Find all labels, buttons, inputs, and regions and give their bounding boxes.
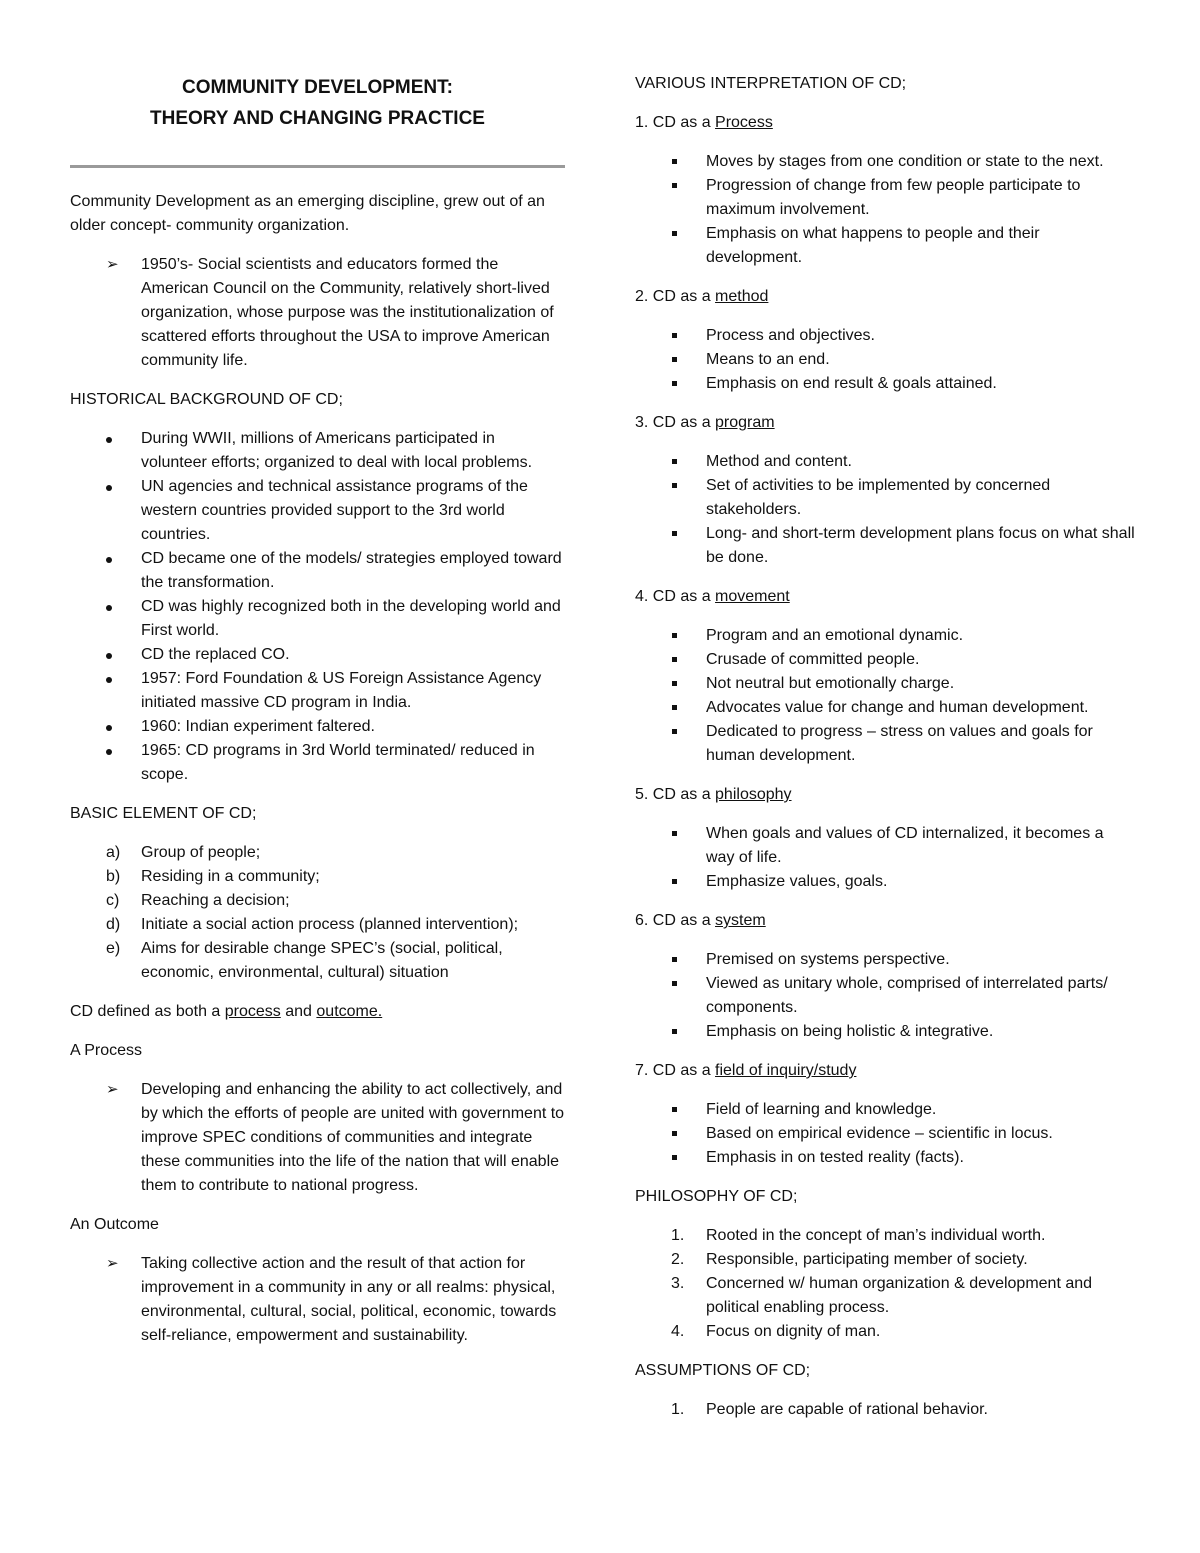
list-item: 1965: CD programs in 3rd World terminated/ reduced in scope. xyxy=(70,739,565,787)
list-marker: d) xyxy=(106,916,121,933)
list-item: Long- and short-term development plans focus on what shall be done. xyxy=(635,522,1135,570)
section-heading xyxy=(635,585,1135,609)
history-list xyxy=(70,427,565,787)
list-item xyxy=(635,1224,1135,1248)
list-text: Group of people; xyxy=(141,844,261,861)
section-heading xyxy=(635,285,1135,309)
list-item: 1960: Indian experiment faltered. xyxy=(70,715,565,739)
list-item: CD was highly recognized both in the developing world and First world. xyxy=(70,595,565,643)
intro-list xyxy=(70,253,565,373)
section-term: movement xyxy=(715,588,790,605)
assumptions-heading: ASSUMPTIONS OF CD; xyxy=(635,1362,811,1379)
intro-paragraph: Community Development as an emerging discipline, grew out of an older concept- community organization. xyxy=(70,193,545,234)
list-item: 1957: Ford Foundation & US Foreign Assistance Agency initiated massive CD program in India. xyxy=(70,667,565,715)
list-marker: 1. xyxy=(671,1227,685,1244)
list-item: Moves by stages from one condition or state to the next. xyxy=(635,150,1135,174)
interpretation-heading: VARIOUS INTERPRETATION OF CD; xyxy=(635,75,907,92)
philosophy-heading: PHILOSOPHY OF CD; xyxy=(635,1188,798,1205)
list-item: Process and objectives. xyxy=(635,324,1135,348)
list-item: Advocates value for change and human development. xyxy=(635,696,1135,720)
list-item: ➢ 1950’s- Social scientists and educators formed the American Council on the Community, relatively short-lived organization, whose purpose was the institutionalization of scattered efforts throughout the USA to improve American community life. xyxy=(70,253,565,373)
list-text: Residing in a community; xyxy=(141,868,320,885)
list-item: Viewed as unitary whole, comprised of interrelated parts/ components. xyxy=(635,972,1135,1020)
section-list xyxy=(635,150,1135,270)
list-item: Field of learning and knowledge. xyxy=(635,1098,1135,1122)
list-text: Focus on dignity of man. xyxy=(706,1323,881,1340)
list-marker: 1. xyxy=(671,1401,685,1418)
list-item: Means to an end. xyxy=(635,348,1135,372)
section-term: philosophy xyxy=(715,786,792,803)
list-item: Not neutral but emotionally charge. xyxy=(635,672,1135,696)
section-prefix: 1. CD as a xyxy=(635,114,716,131)
list-item: Method and content. xyxy=(635,450,1135,474)
cd-defined-process-term: process xyxy=(224,1003,281,1020)
section-heading xyxy=(635,909,1135,933)
list-marker: e) xyxy=(106,940,121,957)
list-item: Dedicated to progress – stress on values and goals for human development. xyxy=(635,720,1135,768)
list-item: Emphasis on end result & goals attained. xyxy=(635,372,1135,396)
section-list xyxy=(635,324,1135,396)
list-item xyxy=(70,889,565,913)
list-text: Rooted in the concept of man’s individual worth. xyxy=(706,1227,1046,1244)
cd-defined-and: and xyxy=(280,1003,317,1020)
list-item: Emphasis on being holistic & integrative. xyxy=(635,1020,1135,1044)
list-item: Emphasis in on tested reality (facts). xyxy=(635,1146,1135,1170)
list-text: Responsible, participating member of society. xyxy=(706,1251,1028,1268)
section-prefix: 4. CD as a xyxy=(635,588,716,605)
section-list xyxy=(635,624,1135,768)
list-marker: 4. xyxy=(671,1323,685,1340)
section-heading xyxy=(635,783,1135,807)
section-prefix: 6. CD as a xyxy=(635,912,716,929)
list-item: When goals and values of CD internalized, it becomes a way of life. xyxy=(635,822,1135,870)
cd-defined-prefix: CD defined as both a xyxy=(70,1003,225,1020)
section-term: system xyxy=(715,912,766,929)
section-heading xyxy=(635,411,1135,435)
list-item: Program and an emotional dynamic. xyxy=(635,624,1135,648)
philosophy-list xyxy=(635,1224,1135,1344)
section-list xyxy=(635,822,1135,894)
section-term: program xyxy=(715,414,775,431)
section-list xyxy=(635,1098,1135,1170)
section-term: field of inquiry/study xyxy=(715,1062,857,1079)
list-item: Crusade of committed people. xyxy=(635,648,1135,672)
list-item xyxy=(635,1272,1135,1320)
list-marker: b) xyxy=(106,868,121,885)
list-text: Reaching a decision; xyxy=(141,892,290,909)
list-item: Based on empirical evidence – scientific in locus. xyxy=(635,1122,1135,1146)
list-item: During WWII, millions of Americans participated in volunteer efforts; organized to deal with local problems. xyxy=(70,427,565,475)
list-text: Aims for desirable change SPEC’s (social, political, economic, environmental, cultural) situation xyxy=(141,940,503,981)
list-text: Initiate a social action process (planned intervention); xyxy=(141,916,519,933)
section-list xyxy=(635,948,1135,1044)
section-prefix: 3. CD as a xyxy=(635,414,716,431)
cd-defined-outcome-term: outcome. xyxy=(316,1003,383,1020)
list-item xyxy=(70,937,565,985)
list-item xyxy=(635,1398,1135,1422)
list-item: CD became one of the models/ strategies employed toward the transformation. xyxy=(70,547,565,595)
section-heading xyxy=(635,1059,1135,1083)
list-item xyxy=(70,913,565,937)
process-list xyxy=(70,1078,565,1198)
list-item xyxy=(70,865,565,889)
cd-defined-sentence xyxy=(70,1000,565,1024)
list-marker: a) xyxy=(106,844,121,861)
basic-element-heading: BASIC ELEMENT OF CD; xyxy=(70,805,257,822)
left-column xyxy=(70,0,565,1348)
section-term: Process xyxy=(715,114,773,131)
list-item: ➢ Developing and enhancing the ability to act collectively, and by which the efforts of people are united with government to improve SPEC conditions of communities and integrate these communities into the life of the nation that will enable them to contribute to national progress. xyxy=(70,1078,565,1198)
list-item xyxy=(70,841,565,865)
list-item: UN agencies and technical assistance programs of the western countries provided support to the 3rd world countries. xyxy=(70,475,565,547)
section-prefix: 5. CD as a xyxy=(635,786,716,803)
document-title-line-2: THEORY AND CHANGING PRACTICE xyxy=(150,108,485,129)
process-heading: A Process xyxy=(70,1042,143,1059)
list-text: People are capable of rational behavior. xyxy=(706,1401,988,1418)
list-item: Premised on systems perspective. xyxy=(635,948,1135,972)
list-item: Emphasize values, goals. xyxy=(635,870,1135,894)
list-marker: 3. xyxy=(671,1275,685,1292)
outcome-list xyxy=(70,1252,565,1348)
outcome-heading: An Outcome xyxy=(70,1216,159,1233)
section-prefix: 2. CD as a xyxy=(635,288,716,305)
history-heading: HISTORICAL BACKGROUND OF CD; xyxy=(70,391,343,408)
list-item xyxy=(635,1248,1135,1272)
list-marker: c) xyxy=(106,892,120,909)
list-marker: 2. xyxy=(671,1251,685,1268)
list-item: Set of activities to be implemented by concerned stakeholders. xyxy=(635,474,1135,522)
section-prefix: 7. CD as a xyxy=(635,1062,716,1079)
list-item: CD the replaced CO. xyxy=(70,643,565,667)
document-title-line-1: COMMUNITY DEVELOPMENT: xyxy=(182,77,453,98)
list-item xyxy=(635,1320,1135,1344)
right-column xyxy=(635,0,1135,1422)
list-item: Emphasis on what happens to people and their development. xyxy=(635,222,1135,270)
title-divider xyxy=(70,165,565,168)
basic-element-list xyxy=(70,841,565,985)
assumptions-list xyxy=(635,1398,1135,1422)
section-heading xyxy=(635,111,1135,135)
section-list xyxy=(635,450,1135,570)
list-text: Concerned w/ human organization & development and political enabling process. xyxy=(706,1275,1093,1316)
list-item: Progression of change from few people participate to maximum involvement. xyxy=(635,174,1135,222)
section-term: method xyxy=(715,288,769,305)
list-item: ➢ Taking collective action and the result of that action for improvement in a community in any or all realms: physical, environmental, cultural, social, political, economic, towards self-reliance, empowerment and sustainability. xyxy=(70,1252,565,1348)
